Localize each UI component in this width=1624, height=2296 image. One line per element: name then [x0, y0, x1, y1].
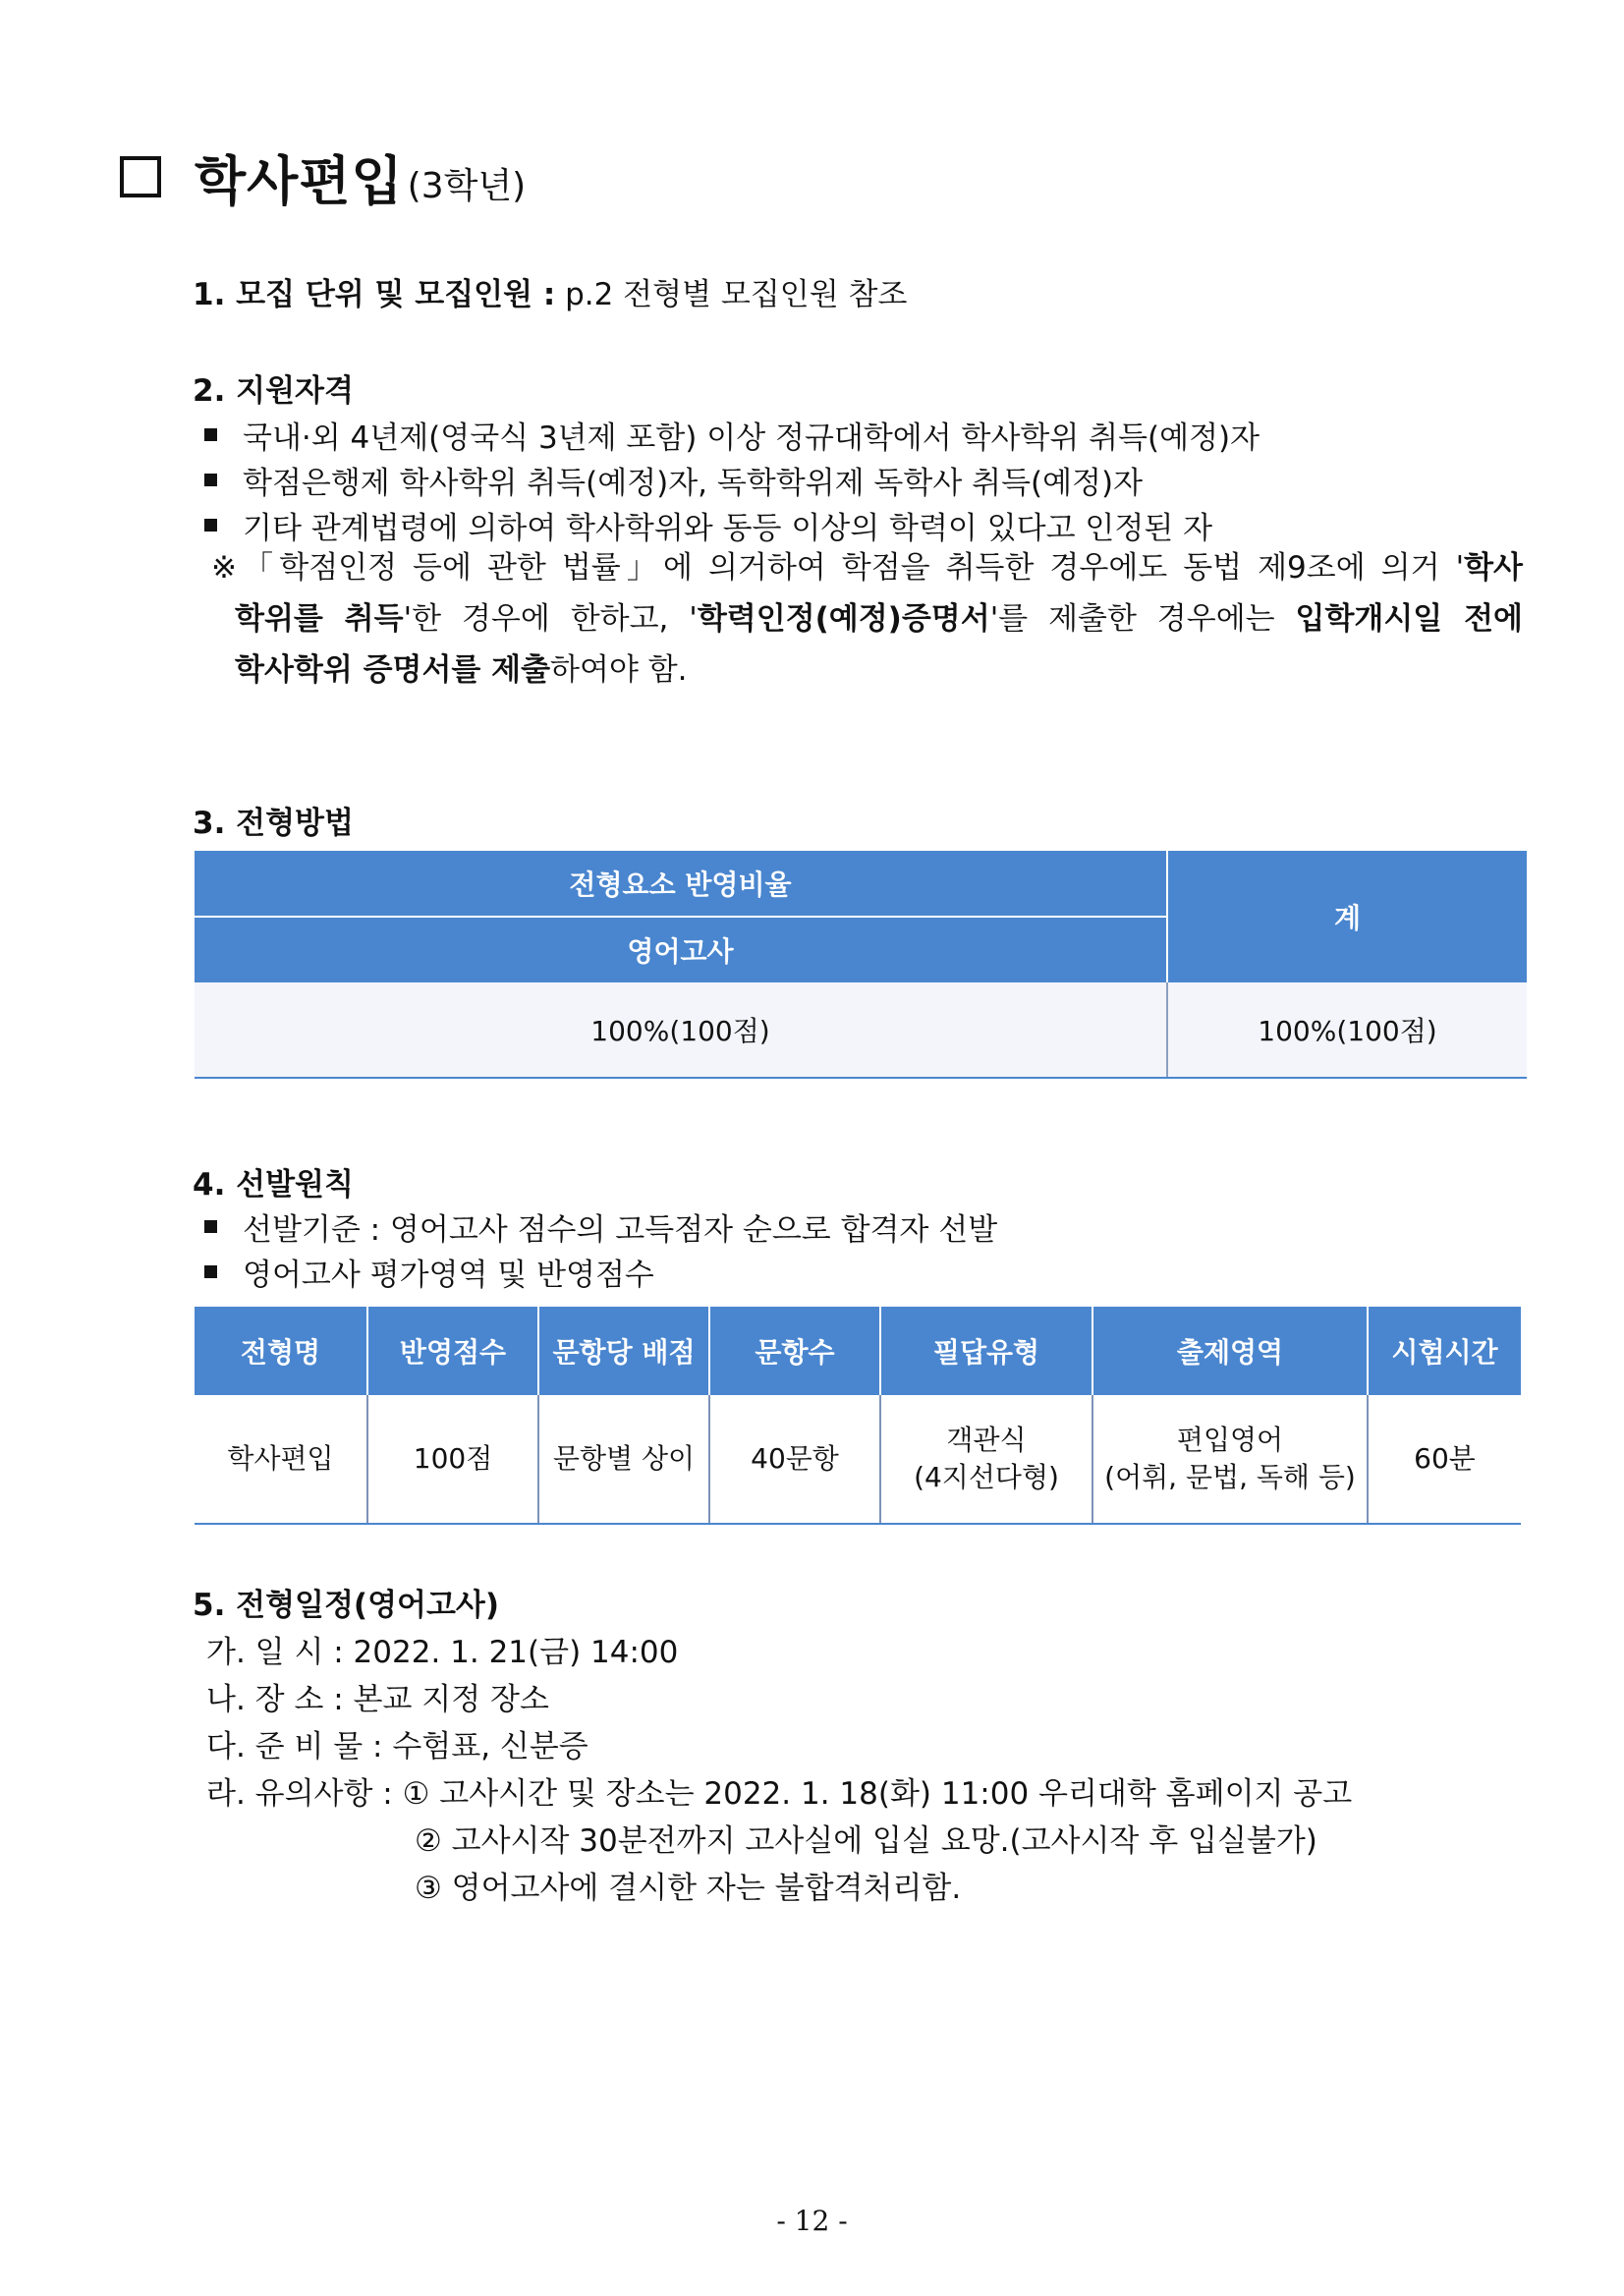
- bullet-icon: [204, 1220, 217, 1233]
- table-header: 전형명: [195, 1307, 367, 1395]
- section-3-head: 3. 전형방법: [193, 806, 354, 841]
- selection-method-table: [195, 851, 1527, 1079]
- table-header: 전형요소 반영비율: [195, 851, 1167, 917]
- section-1-text: p.2 전형별 모집인원 참조: [555, 277, 908, 312]
- list-item: 기타 관계법령에 의하여 학사학위와 동등 이상의 학력이 있다고 인정된 자: [204, 503, 1212, 547]
- eligibility-note: ※「학점인정 등에 관한 법률」에 의거하여 학점을 취득한 경우에도 동법 제9조에 의거 '학사 학위를 취득'한 경우에 한하고, '학력인정(예정)증명서'를 제출한 경우에는 입학개시일 전에 학사학위 증명서를 제출하여야 함.: [211, 550, 1523, 688]
- bullet-icon: [204, 428, 217, 441]
- table-cell: 학사편입: [195, 1395, 367, 1524]
- title-sub: (3학년): [407, 165, 527, 206]
- table-cell: 60분: [1368, 1395, 1521, 1524]
- schedule-note: ③ 영어고사에 결시한 자는 불합격처리함.: [415, 1871, 962, 1906]
- schedule-note: ② 고사시작 30분전까지 고사실에 입실 요망.(고사시작 후 입실불가): [415, 1823, 1317, 1859]
- table-header: 필답유형: [880, 1307, 1092, 1395]
- schedule-item: 다. 준 비 물 : 수험표, 신분증: [206, 1729, 588, 1764]
- table-cell: 객관식 (4지선다형): [880, 1395, 1092, 1524]
- bullet-icon: [204, 1265, 217, 1278]
- page-title: [120, 138, 526, 216]
- title-main: 학사편입: [195, 149, 404, 212]
- schedule-item: 가. 일 시 : 2022. 1. 21(금) 14:00: [206, 1635, 679, 1670]
- list-item: 영어고사 평가영역 및 반영점수: [204, 1250, 654, 1294]
- bullet-icon: [204, 474, 217, 486]
- table-header: 출제영역: [1092, 1307, 1368, 1395]
- list-item: 선발기준 : 영어고사 점수의 고득점자 순으로 합격자 선발: [204, 1204, 997, 1249]
- table-cell: 100%(100점): [195, 982, 1167, 1078]
- table-header: 시험시간: [1368, 1307, 1521, 1395]
- section-1: [193, 269, 907, 313]
- table-cell: 문항별 상이: [538, 1395, 709, 1524]
- table-cell: 100%(100점): [1167, 982, 1527, 1078]
- section-2-head: 2. 지원자격: [193, 373, 354, 409]
- schedule-item: 나. 장 소 : 본교 지정 장소: [206, 1682, 549, 1717]
- section-4-head: 4. 선발원칙: [193, 1167, 354, 1203]
- table-row: [195, 1395, 1521, 1524]
- page-number: - 12 -: [776, 2205, 848, 2237]
- schedule-item: 라. 유의사항 : ① 고사시간 및 장소는 2022. 1. 18(화) 11:00 우리대학 홈페이지 공고: [206, 1776, 1353, 1812]
- table-header: 반영점수: [367, 1307, 538, 1395]
- english-exam-table: [195, 1307, 1521, 1525]
- table-header: 계: [1167, 851, 1527, 982]
- table-cell: 편입영어 (어휘, 문법, 독해 등): [1092, 1395, 1368, 1524]
- bullet-icon: [204, 519, 217, 532]
- list-item: 국내·외 4년제(영국식 3년제 포함) 이상 정규대학에서 학사학위 취득(예정)자: [204, 413, 1260, 457]
- table-header: 영어고사: [195, 917, 1167, 982]
- table-header: 문항당 배점: [538, 1307, 709, 1395]
- checkbox-icon: [120, 156, 161, 197]
- table-cell: 100점: [367, 1395, 538, 1524]
- list-item: 학점은행제 학사학위 취득(예정)자, 독학학위제 독학사 취득(예정)자: [204, 458, 1143, 502]
- table-cell: 40문항: [709, 1395, 880, 1524]
- section-1-head: 1. 모집 단위 및 모집인원 :: [193, 277, 556, 312]
- table-header: 문항수: [709, 1307, 880, 1395]
- section-5-head: 5. 전형일정(영어고사): [193, 1588, 500, 1623]
